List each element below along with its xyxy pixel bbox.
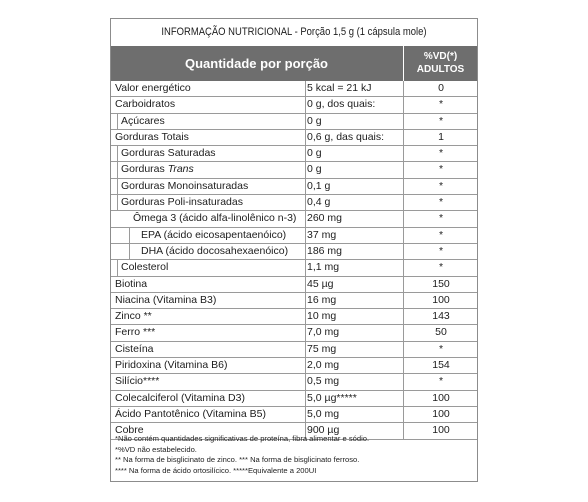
table-row	[111, 342, 477, 358]
nutrient-amount: 0 g	[307, 114, 322, 127]
nutrient-name: Gorduras Poli-insaturadas	[121, 196, 243, 209]
table-row	[111, 309, 477, 325]
column-divider	[305, 407, 306, 422]
column-divider	[305, 277, 306, 292]
nutrient-vd: *	[403, 114, 478, 129]
table-row	[111, 277, 477, 293]
table-row	[111, 244, 477, 260]
nutrient-name: Cobre	[115, 424, 144, 437]
column-divider	[305, 162, 306, 177]
vd-header	[403, 46, 477, 81]
table-row	[111, 81, 477, 97]
nutrient-amount: 5,0 µg*****	[307, 391, 357, 404]
nutrient-name: Silício****	[115, 375, 160, 388]
table-row	[111, 260, 477, 276]
table-row	[111, 114, 477, 130]
indent-divider	[129, 244, 130, 259]
column-divider	[305, 260, 306, 275]
indent-divider	[117, 162, 118, 177]
nutrition-facts-panel	[110, 18, 478, 482]
table-row	[111, 146, 477, 162]
nutrient-amount: 260 mg	[307, 212, 343, 225]
nutrient-vd: 100	[403, 407, 478, 422]
nutrient-amount: 0,5 mg	[307, 375, 340, 388]
indent-divider	[117, 260, 118, 275]
table-row	[111, 325, 477, 341]
nutrient-vd: *	[403, 195, 478, 210]
nutrient-name: Açúcares	[121, 114, 165, 127]
nutrient-amount: 2,0 mg	[307, 359, 340, 372]
column-divider	[305, 325, 306, 340]
column-divider	[305, 358, 306, 373]
nutrient-amount: 7,0 mg	[307, 326, 340, 339]
nutrient-vd: 50	[403, 325, 478, 340]
footnote-line: *%VD não estabelecido.	[115, 444, 197, 454]
nutrient-name: Zinco **	[115, 310, 152, 323]
column-divider	[305, 146, 306, 161]
nutrient-amount: 0,6 g, das quais:	[307, 130, 385, 143]
indent-divider	[117, 114, 118, 129]
nutrient-name: Piridoxina (Vitamina B6)	[115, 359, 228, 372]
nutrient-amount: 75 mg	[307, 342, 337, 355]
nutrient-vd: *	[403, 342, 478, 357]
nutrient-rows	[111, 81, 477, 440]
nutrient-vd: 154	[403, 358, 478, 373]
nutrient-vd: *	[403, 211, 478, 226]
table-row	[111, 179, 477, 195]
table-row	[111, 162, 477, 178]
nutrient-amount: 0,4 g	[307, 196, 331, 209]
nutrient-name: DHA (ácido docosahexaenóico)	[141, 244, 289, 257]
nutrient-amount: 37 mg	[307, 228, 337, 241]
nutrient-name: EPA (ácido eicosapentaenóico)	[141, 228, 287, 241]
nutrient-name: Gorduras Trans	[121, 163, 194, 176]
nutrient-name: Niacina (Vitamina B3)	[115, 293, 217, 306]
nutrient-vd: *	[403, 244, 478, 259]
nutrient-name: Ferro ***	[115, 326, 156, 339]
nutrient-name: Gorduras Totais	[115, 130, 189, 143]
column-divider	[305, 114, 306, 129]
nutrient-name: Gorduras Monoinsaturadas	[121, 179, 249, 192]
nutrient-vd: *	[403, 146, 478, 161]
nutrient-vd: 143	[403, 309, 478, 324]
nutrient-vd: 150	[403, 277, 478, 292]
table-row	[111, 407, 477, 423]
nutrient-amount: 1,1 mg	[307, 261, 340, 274]
nutrient-name: Carboidratos	[115, 98, 176, 111]
table-row	[111, 211, 477, 227]
vd-header-line2: ADULTOS	[416, 64, 465, 75]
table-title: INFORMAÇÃO NUTRICIONAL - Porção 1,5 g (1 cápsula mole)	[161, 26, 427, 38]
nutrient-name: Ômega 3 (ácido alfa-linolênico n-3)	[133, 212, 297, 225]
indent-divider	[117, 195, 118, 210]
footnote-line: *Não contém quantidades significativas de proteína, fibra alimentar e sódio.	[115, 434, 370, 443]
table-row	[111, 391, 477, 407]
column-divider	[305, 244, 306, 259]
column-divider	[305, 293, 306, 308]
indent-divider	[117, 146, 118, 161]
column-divider	[305, 228, 306, 243]
nutrient-name: Cisteína	[115, 342, 154, 355]
nutrient-vd: *	[403, 228, 478, 243]
column-divider	[305, 130, 306, 145]
footnote-line: **** Na forma de ácido ortosilícico. *****Equivalente a 200UI	[115, 465, 317, 475]
footnotes	[115, 434, 475, 476]
table-row	[111, 97, 477, 113]
nutrient-vd: *	[403, 179, 478, 194]
quantity-header: Quantidade por porção	[184, 56, 328, 71]
column-divider	[305, 195, 306, 210]
nutrient-vd: 100	[403, 293, 478, 308]
column-divider	[305, 342, 306, 357]
nutrient-vd: 100	[403, 391, 478, 406]
column-divider	[305, 97, 306, 112]
table-row	[111, 358, 477, 374]
nutrient-amount: 0,1 g	[307, 179, 331, 192]
column-divider	[305, 374, 306, 389]
nutrient-amount: 10 mg	[307, 310, 337, 323]
nutrient-name: Biotina	[115, 277, 148, 290]
table-row	[111, 228, 477, 244]
nutrient-vd: *	[403, 260, 478, 275]
column-divider	[305, 391, 306, 406]
nutrient-amount: 5 kcal = 21 kJ	[307, 82, 372, 94]
nutrient-vd: 0	[403, 81, 478, 96]
nutrient-amount: 16 mg	[307, 293, 337, 306]
column-divider	[305, 211, 306, 226]
nutrient-vd: *	[403, 374, 478, 389]
column-divider	[305, 179, 306, 194]
nutrient-name: Valor energético	[115, 82, 191, 94]
column-divider	[305, 81, 306, 96]
nutrient-amount: 0 g	[307, 147, 322, 160]
nutrient-name: Gorduras Saturadas	[121, 147, 216, 160]
nutrient-vd: *	[403, 97, 478, 112]
nutrient-vd: 100	[403, 423, 478, 438]
nutrient-amount: 0 g	[307, 163, 322, 176]
nutrient-amount: 45 µg	[307, 277, 334, 290]
column-divider	[305, 309, 306, 324]
indent-divider	[117, 179, 118, 194]
table-row	[111, 130, 477, 146]
nutrient-vd: 1	[403, 130, 478, 145]
nutrient-name: Colesterol	[121, 261, 169, 274]
nutrient-name: Ácido Pantotênico (Vitamina B5)	[115, 407, 266, 420]
nutrient-amount: 5,0 mg	[307, 407, 340, 420]
table-header	[111, 46, 477, 81]
indent-divider	[129, 228, 130, 243]
table-row	[111, 293, 477, 309]
footnote-line: ** Na forma de bisglicinato de zinco. *** Na forma de bisglicinato ferroso.	[115, 455, 360, 464]
nutrient-name: Colecalciferol (Vitamina D3)	[115, 391, 245, 404]
table-row	[111, 195, 477, 211]
nutrient-vd: *	[403, 162, 478, 177]
vd-header-line1: %VD(*)	[423, 51, 458, 62]
nutrient-amount: 186 mg	[307, 244, 343, 257]
nutrient-amount: 0 g, dos quais:	[307, 98, 376, 111]
nutrient-amount: 900 µg	[307, 424, 340, 437]
table-row	[111, 374, 477, 390]
